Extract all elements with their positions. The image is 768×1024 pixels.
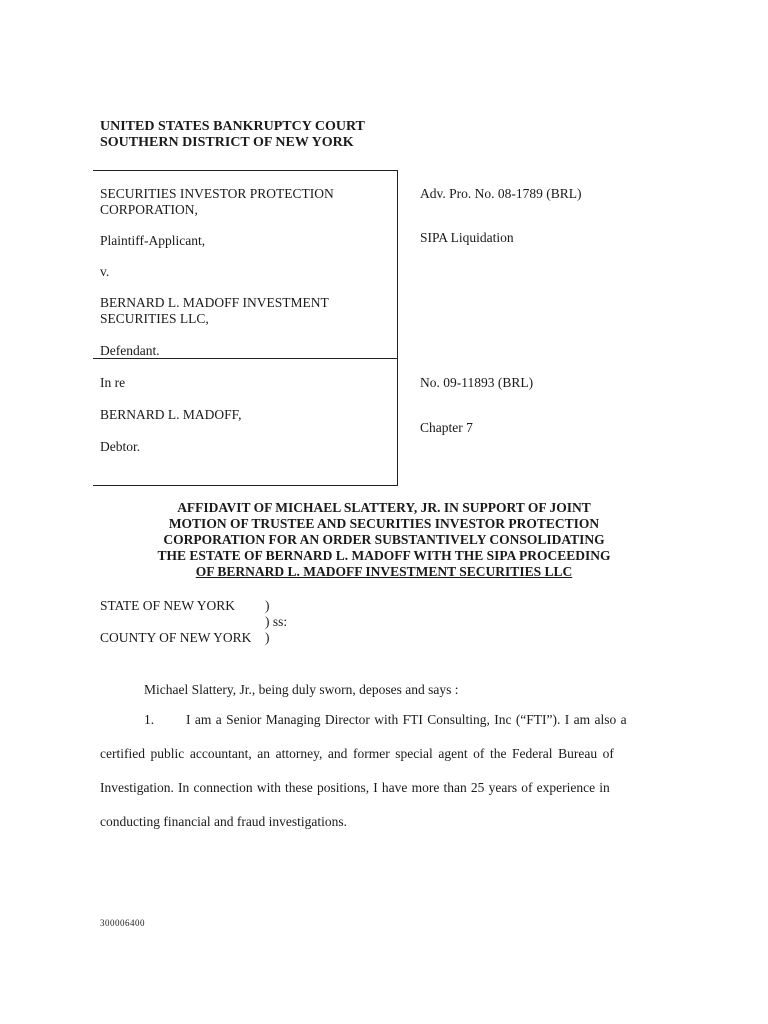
title-line: MOTION OF TRUSTEE AND SECURITIES INVESTOR PROTECTION: [168, 516, 600, 531]
paragraph-number: 1.: [144, 712, 155, 727]
plaintiff-name-line2: CORPORATION,: [100, 202, 198, 217]
caption-rule-top: [93, 170, 398, 171]
paragraph-line: I am a Senior Managing Director with FTI Consulting, Inc (“FTI”). I am also a: [186, 712, 627, 727]
venue-ss: ) ss:: [265, 614, 288, 629]
title-line: AFFIDAVIT OF MICHAEL SLATTERY, JR. IN SUPPORT OF JOINT: [177, 500, 591, 515]
venue-paren: ): [265, 598, 270, 613]
paragraph-line: certified public accountant, an attorney, and former special agent of the Federal Bureau of: [100, 746, 614, 761]
court-district: SOUTHERN DISTRICT OF NEW YORK: [100, 135, 354, 150]
bankruptcy-case-number: No. 09-11893 (BRL): [420, 375, 534, 390]
plaintiff-role: Plaintiff-Applicant,: [100, 233, 206, 248]
court-header: [100, 119, 365, 151]
venue-paren: ): [265, 630, 270, 645]
in-re: In re: [100, 375, 126, 390]
document-title: [100, 500, 668, 580]
court-name: UNITED STATES BANKRUPTCY COURT: [100, 119, 365, 134]
debtor-role: Debtor.: [100, 439, 141, 454]
document-id: 300006400: [100, 918, 145, 928]
defendant-name-line1: BERNARD L. MADOFF INVESTMENT: [100, 295, 329, 310]
debtor-name: BERNARD L. MADOFF,: [100, 407, 242, 422]
paragraph-line: conducting financial and fraud investigations.: [100, 814, 348, 829]
title-line: CORPORATION FOR AN ORDER SUBSTANTIVELY CONSOLIDATING: [163, 532, 605, 547]
chapter: Chapter 7: [420, 420, 473, 435]
defendant-role: Defendant.: [100, 343, 160, 358]
adversary-case-number: Adv. Pro. No. 08-1789 (BRL): [420, 186, 582, 201]
venue-state: STATE OF NEW YORK: [100, 598, 236, 613]
case-type: SIPA Liquidation: [420, 230, 514, 245]
title-line: OF BERNARD L. MADOFF INVESTMENT SECURITIES LLC: [195, 564, 573, 579]
caption-rule-bottom: [93, 485, 398, 486]
paragraph-line: Investigation. In connection with these positions, I have more than 25 years of experience in: [100, 780, 610, 795]
venue-county: COUNTY OF NEW YORK: [100, 630, 252, 645]
versus: v.: [100, 264, 110, 279]
defendant-name-line2: SECURITIES LLC,: [100, 311, 209, 326]
caption-rule-vertical: [397, 170, 398, 486]
affiant-intro: Michael Slattery, Jr., being duly sworn, deposes and says :: [144, 682, 459, 697]
title-line: THE ESTATE OF BERNARD L. MADOFF WITH THE SIPA PROCEEDING: [157, 548, 611, 563]
plaintiff-name-line1: SECURITIES INVESTOR PROTECTION: [100, 186, 334, 201]
